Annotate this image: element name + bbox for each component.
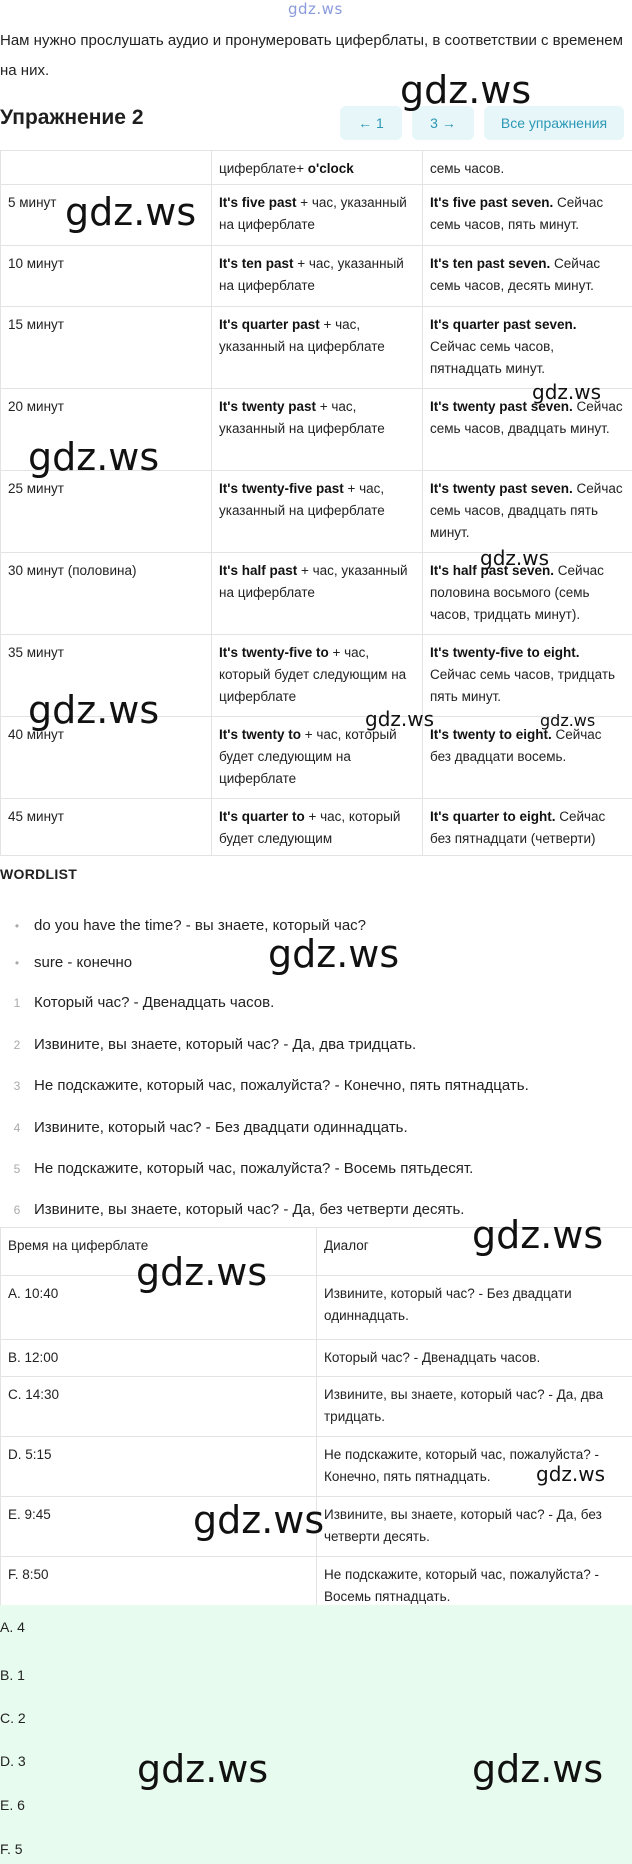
example-cell xyxy=(423,717,632,799)
item-number: 3 xyxy=(13,1079,21,1093)
rule-cell xyxy=(212,553,423,635)
minutes-cell: 10 минут xyxy=(1,246,212,307)
text-fragment: + час, указанный на циферблате xyxy=(219,256,404,293)
clock-time-cell: A. 10:40 xyxy=(1,1276,317,1340)
watermark-top: gdz.ws xyxy=(288,0,343,18)
rule-cell xyxy=(212,246,423,307)
bold-phrase: It's five past xyxy=(219,195,297,210)
text-fragment: + час, указанный на циферблате xyxy=(219,317,385,354)
minutes-cell: 45 минут xyxy=(1,799,212,856)
watermark: gdz.ws xyxy=(365,707,435,731)
bold-phrase: It's ten past xyxy=(219,256,294,271)
minutes-cell: 15 минут xyxy=(1,307,212,389)
watermark: gdz.ws xyxy=(472,1747,604,1791)
text-fragment: семь часов. xyxy=(430,161,505,176)
watermark: gdz.ws xyxy=(472,1213,604,1257)
text-fragment: + час, указанный на циферблате xyxy=(219,481,385,518)
dialogue-table xyxy=(0,1227,632,1617)
wordlist-text: Не подскажите, который час, пожалуйста? - Конечно, пять пятнадцать. xyxy=(34,1077,529,1094)
header-dialogue: Диалог xyxy=(317,1228,632,1276)
text-fragment: Сейчас семь часов, пятнадцать минут. xyxy=(430,339,555,376)
answer-item: D. 3 xyxy=(0,1753,26,1769)
example-cell xyxy=(423,471,632,553)
table-row xyxy=(1,151,632,185)
rule-cell xyxy=(212,307,423,389)
text-fragment: + час, указанный на циферблате xyxy=(219,195,407,232)
bold-phrase: It's twenty past xyxy=(219,399,316,414)
text-fragment: циферблате+ xyxy=(219,161,308,176)
watermark: gdz.ws xyxy=(137,1747,269,1791)
example-cell xyxy=(423,635,632,717)
watermark: gdz.ws xyxy=(28,435,160,479)
wordlist-text: do you have the time? - вы знаете, который час? xyxy=(34,917,367,934)
watermark: gdz.ws xyxy=(136,1250,268,1294)
table-row xyxy=(1,246,632,307)
text-fragment: + час, который будет следующим на циферблате xyxy=(219,727,397,786)
wordlist-bullet-item xyxy=(0,953,132,973)
dialogue-cell: Не подскажите, который час, пожалуйста? - Восемь пятнадцать. xyxy=(317,1557,632,1617)
bold-phrase: It's twenty-five to xyxy=(219,645,329,660)
rule-cell xyxy=(212,389,423,471)
table-row xyxy=(1,799,632,856)
minutes-cell: 5 минут xyxy=(1,185,212,246)
answers-panel xyxy=(0,1605,632,1864)
wordlist-text: Который час? - Двенадцать часов. xyxy=(34,994,275,1011)
watermark: gdz.ws xyxy=(480,546,550,570)
dialogue-cell: Извините, который час? - Без двадцати одиннадцать. xyxy=(317,1276,632,1340)
table-row xyxy=(1,1377,632,1437)
clock-time-cell: C. 14:30 xyxy=(1,1377,317,1437)
rule-cell xyxy=(212,151,423,185)
bold-phrase: It's twenty past seven. xyxy=(430,481,573,496)
bold-phrase: It's twenty-five past xyxy=(219,481,344,496)
rule-cell xyxy=(212,635,423,717)
text-fragment: + час, указанный на циферблате xyxy=(219,563,408,600)
clock-time-cell: D. 5:15 xyxy=(1,1437,317,1497)
example-cell xyxy=(423,799,632,856)
watermark: gdz.ws xyxy=(193,1498,325,1542)
bold-phrase: It's quarter past xyxy=(219,317,320,332)
answer-item: B. 1 xyxy=(0,1667,25,1683)
watermark: gdz.ws xyxy=(268,932,400,976)
table-row xyxy=(1,1340,632,1377)
dialogue-cell: Который час? - Двенадцать часов. xyxy=(317,1340,632,1377)
wordlist-numbered-item xyxy=(0,993,274,1013)
text-fragment: Сейчас без двадцати восемь. xyxy=(430,727,602,764)
bold-phrase: It's quarter to eight. xyxy=(430,809,556,824)
item-number: 2 xyxy=(13,1038,21,1052)
header-time: Время на циферблате xyxy=(1,1228,317,1276)
item-number: 6 xyxy=(13,1203,21,1217)
bullet-icon: • xyxy=(14,919,20,933)
watermark: gdz.ws xyxy=(65,190,197,234)
bold-phrase: It's five past seven. xyxy=(430,195,554,210)
text-fragment: Сейчас без пятнадцати (четверти) xyxy=(430,809,606,846)
example-cell xyxy=(423,246,632,307)
wordlist-numbered-item xyxy=(0,1200,464,1220)
watermark: gdz.ws xyxy=(400,68,532,112)
table-row xyxy=(1,307,632,389)
item-number: 4 xyxy=(13,1121,21,1135)
watermark: gdz.ws xyxy=(28,688,160,732)
dialogue-cell: Извините, вы знаете, который час? - Да, без четверти десять. xyxy=(317,1497,632,1557)
bold-phrase: It's quarter past seven. xyxy=(430,317,577,332)
item-number: 1 xyxy=(13,996,21,1010)
all-exercises-button[interactable]: Все упражнения xyxy=(484,106,624,140)
clock-time-cell: B. 12:00 xyxy=(1,1340,317,1377)
wordlist-text: Извините, вы знаете, который час? - Да, без четверти десять. xyxy=(34,1201,465,1218)
dialogue-cell: Извините, вы знаете, который час? - Да, два тридцать. xyxy=(317,1377,632,1437)
answer-item: C. 2 xyxy=(0,1710,26,1726)
text-fragment: Сейчас семь часов, пять минут. xyxy=(430,195,604,232)
minutes-cell: 25 минут xyxy=(1,471,212,553)
bold-phrase: It's twenty-five to eight. xyxy=(430,645,580,660)
bold-phrase: It's half past seven. xyxy=(430,563,555,578)
answer-item: F. 5 xyxy=(0,1841,23,1857)
rule-cell xyxy=(212,799,423,856)
wordlist-numbered-item xyxy=(0,1035,416,1055)
table-row xyxy=(1,1276,632,1340)
text-fragment: Сейчас половина восьмого (семь часов, тридцать минут). xyxy=(430,563,604,622)
minutes-cell: 35 минут xyxy=(1,635,212,717)
example-cell xyxy=(423,307,632,389)
wordlist-numbered-item xyxy=(0,1076,529,1096)
bold-phrase: It's ten past seven. xyxy=(430,256,551,271)
answer-item: A. 4 xyxy=(0,1619,25,1635)
text-fragment: + час, который будет следующим xyxy=(219,809,401,846)
text-fragment: Сейчас семь часов, десять минут. xyxy=(430,256,601,293)
wordlist-text: Не подскажите, который час, пожалуйста? - Восемь пятьдесят. xyxy=(34,1160,474,1177)
clock-time-cell: F. 8:50 xyxy=(1,1557,317,1617)
time-rules-table xyxy=(0,150,632,856)
prev-exercise-button[interactable]: ← 1 xyxy=(340,106,402,140)
text-fragment: Сейчас семь часов, тридцать пять минут. xyxy=(430,667,616,704)
watermark: gdz.ws xyxy=(532,380,602,404)
example-cell xyxy=(423,185,632,246)
answer-item: E. 6 xyxy=(0,1797,25,1813)
rule-cell xyxy=(212,471,423,553)
wordlist-numbered-item xyxy=(0,1159,473,1179)
minutes-cell: 20 минут xyxy=(1,389,212,471)
text-fragment: Сейчас семь часов, двадцать минут. xyxy=(430,399,623,436)
dialogue-cell: Не подскажите, который час, пожалуйста? - Конечно, пять пятнадцать. xyxy=(317,1437,632,1497)
intro-text: Нам нужно прослушать аудио и пронумеровать циферблаты, в соответствии с временем на них. xyxy=(0,32,623,79)
wordlist-text: Извините, который час? - Без двадцати одиннадцать. xyxy=(34,1119,408,1136)
bold-phrase: o'clock xyxy=(307,161,354,176)
bold-phrase: It's twenty to xyxy=(219,727,301,742)
exercise-title: Упражнение 2 xyxy=(0,106,144,129)
text-fragment: + час, указанный на циферблате xyxy=(219,399,385,436)
wordlist-text: Извините, вы знаете, который час? - Да, два тридцать. xyxy=(34,1036,417,1053)
minutes-cell xyxy=(1,151,212,185)
watermark: gdz.ws xyxy=(536,1462,606,1486)
bold-phrase: It's half past xyxy=(219,563,298,578)
text-fragment: + час, который будет следующим на циферблате xyxy=(219,645,407,704)
table-row xyxy=(1,471,632,553)
minutes-cell: 40 минут xyxy=(1,717,212,799)
watermark: gdz.ws xyxy=(540,711,596,730)
item-number: 5 xyxy=(13,1162,21,1176)
wordlist-numbered-item xyxy=(0,1118,408,1138)
bold-phrase: It's twenty to eight. xyxy=(430,727,552,742)
text-fragment: Сейчас семь часов, двадцать пять минут. xyxy=(430,481,623,540)
minutes-cell: 30 минут (половина) xyxy=(1,553,212,635)
bold-phrase: It's quarter to xyxy=(219,809,305,824)
example-cell xyxy=(423,151,632,185)
bullet-icon: • xyxy=(14,956,20,970)
rule-cell xyxy=(212,185,423,246)
wordlist-text: sure - конечно xyxy=(34,954,133,971)
wordlist-heading: WORDLIST xyxy=(0,866,78,882)
bold-phrase: It's twenty past seven. xyxy=(430,399,573,414)
next-exercise-button[interactable]: 3 → xyxy=(412,106,474,140)
clock-time-cell: E. 9:45 xyxy=(1,1497,317,1557)
